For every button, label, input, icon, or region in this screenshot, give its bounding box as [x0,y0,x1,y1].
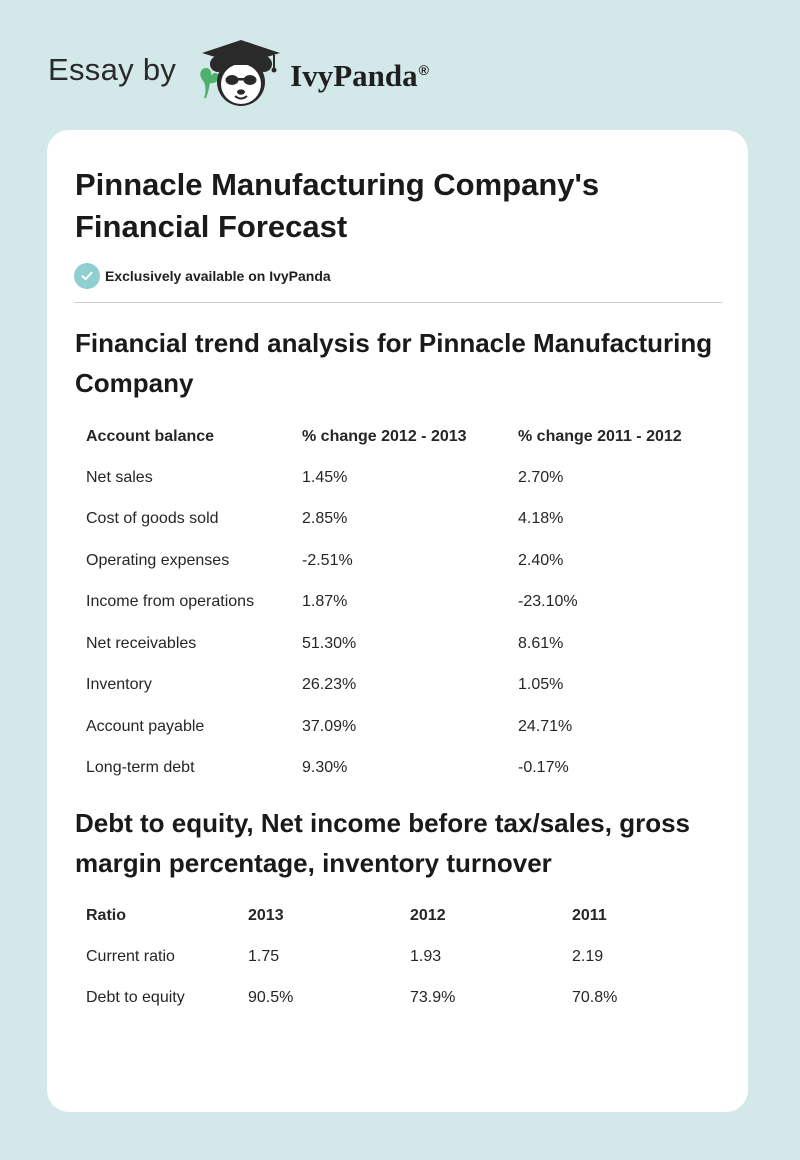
column-header: Ratio [86,907,126,924]
exclusive-badge [74,263,331,289]
column-header: % change 2012 - 2013 [302,428,467,445]
table-row [75,540,723,582]
registered-mark: ® [418,61,429,78]
column-header: 2011 [572,907,607,924]
table-cell: 26.23% [302,676,357,694]
table-header-row [75,896,723,936]
column-header: Account balance [86,428,215,445]
badge-text: Exclusively available on IvyPanda [105,268,331,284]
table-cell: -2.51% [302,551,353,569]
table-cell: 2.19 [572,947,604,965]
table-cell: Cost of goods sold [86,510,219,528]
brand-prefix: Essay by [48,52,177,87]
table-cell: 24.71% [518,717,573,735]
table-cell: Net receivables [86,634,197,652]
table-cell: Income from operations [86,593,255,611]
table-cell: 2.40% [518,551,564,569]
table-cell: Account payable [86,717,205,735]
table-cell: 8.61% [518,634,564,652]
table-cell: -0.17% [518,759,569,777]
table-cell: 4.18% [518,510,564,528]
brand-name-text: IvyPanda [290,58,418,93]
table-row [75,936,723,978]
section-title-ratios: Debt to equity, Net income before tax/sales, gross margin percentage, inventory turnover [75,808,691,878]
table-cell: 51.30% [302,634,357,652]
trend-analysis-table [75,417,723,789]
table-header-row [75,417,723,457]
ratio-table [75,896,723,1019]
page-title: Pinnacle Manufacturing Company's Financial Forecast [75,167,600,244]
column-header: 2012 [410,907,446,924]
site-header [48,34,429,114]
table-cell: 1.05% [518,676,564,694]
table-cell: Net sales [86,468,153,486]
table-cell: Current ratio [86,947,175,965]
brand-name[interactable] [290,58,429,94]
table-cell: Long-term debt [86,759,195,777]
table-cell: 1.45% [302,468,348,486]
table-cell: 1.75 [248,947,280,965]
table-cell: 9.30% [302,759,348,777]
table-cell: 73.9% [410,989,456,1007]
table-cell: 1.93 [410,947,442,965]
table-cell: Inventory [86,676,152,694]
table-row [75,665,723,707]
table-row [75,623,723,665]
table-row [75,978,723,1020]
table-cell: 2.85% [302,510,348,528]
section-title-trend-analysis: Financial trend analysis for Pinnacle Manufacturing Company [75,328,713,398]
column-header: 2013 [248,907,284,924]
table-cell: Operating expenses [86,551,230,569]
table-cell: 1.87% [302,593,348,611]
table-cell: 90.5% [248,989,294,1007]
content-card [47,130,748,1112]
table-cell: Debt to equity [86,989,185,1007]
table-row [75,499,723,541]
panda-logo-icon[interactable] [194,36,284,112]
table-row [75,457,723,499]
column-header: % change 2011 - 2012 [518,428,682,445]
check-circle-icon [74,263,100,289]
table-cell: 2.70% [518,468,564,486]
table-row [75,582,723,624]
table-cell: 37.09% [302,717,357,735]
divider [74,302,722,303]
table-cell: -23.10% [518,593,578,611]
table-row [75,748,723,790]
table-row [75,706,723,748]
table-cell: 70.8% [572,989,618,1007]
